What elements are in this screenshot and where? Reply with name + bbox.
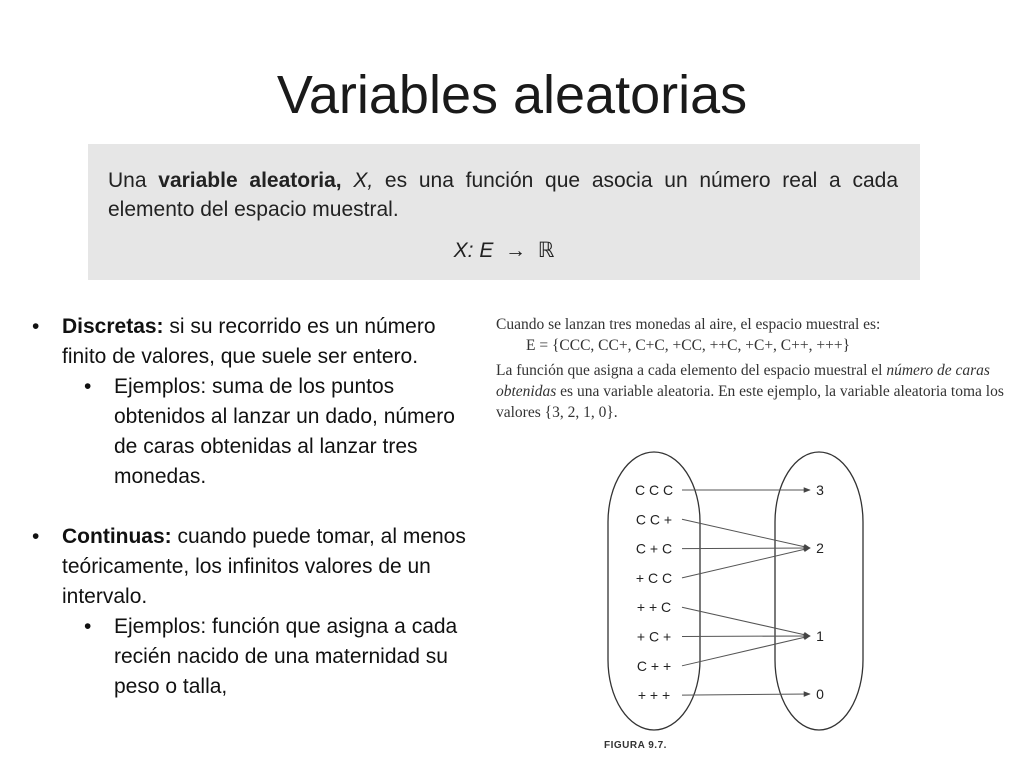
mapping-arrow [682,636,810,666]
definition-pre: Una [108,169,159,192]
slide-title: Variables aleatorias [276,65,748,125]
bullet-continuous-label: Continuas: [62,525,172,548]
outcome-label: + + C [636,599,672,616]
outcome-label: C + C [635,540,673,557]
bullet-spacer [30,492,470,522]
mapping-arrow [682,548,810,549]
example-p2-b: es una variable aleatoria. En este ejemplo, la variable aleatoria toma los valores {3, 2, 1, 0}. [496,383,1004,421]
bullet-discrete-example: • Ejemplos: suma de los puntos obtenidos al lanzar un dado, número de caras obtenidas al lanzar tres monedas. [30,372,470,492]
definition-text [108,166,898,224]
bullet-discrete-label: Discretas: [62,315,164,338]
example-sample-space: E = {CCC, CC+, C+C, +CC, ++C, +C+, C++, +++} [526,337,851,354]
formula-arrow: → [505,239,527,262]
bullet-continuous-example: • Ejemplos: función que asigna a cada recién nacido de una maternidad su peso o talla, [30,612,470,702]
formula-lhs: X: E [453,239,494,262]
outcome-label: C + + [636,657,672,674]
definition-box [88,144,920,280]
outcome-label: + C + [636,628,672,645]
value-label: 1 [816,628,824,644]
value-label: 2 [816,540,824,556]
bullet-list [30,312,470,702]
value-labels [816,482,824,702]
example-text [470,314,1006,423]
outcome-label: C C C [634,482,674,498]
definition-formula [88,238,920,263]
definition-post: es una función que asocia un número real a cada elemento del espacio muestral. [108,169,898,221]
bullet-discrete [30,312,470,372]
example-line-1: Cuando se lanzan tres monedas al aire, el espacio muestral es: [496,316,881,333]
value-label: 3 [816,482,824,498]
bullet-continuous [30,522,470,612]
mapping-arrow [682,694,810,695]
outcome-label: + + + [637,687,671,704]
bullet-discrete-text: si su recorrido es un número finito de valores, que suele ser entero. [62,315,436,368]
example-p2-a: La función que asigna a cada elemento del espacio muestral el [496,362,887,379]
mapping-arrow [682,548,810,578]
bullet-continuous-text: cuando puede tomar, al menos teóricamente, los infinitos valores de un intervalo. [62,525,466,608]
outcome-label: C C + [635,511,673,528]
definition-term: variable aleatoria, [158,169,342,192]
figure-caption: FIGURA 9.7. [604,740,667,751]
example-p2-em: número de caras obtenidas [496,362,990,400]
example-paragraph [470,360,1006,423]
value-label: 0 [816,686,824,702]
mapping-arrow [682,519,810,548]
mapping-arrow [682,636,810,637]
outcome-label: + C C [635,569,673,586]
formula-rhs: ℝ [537,239,555,262]
mapping-arrows [682,490,810,695]
outcome-labels [635,482,673,703]
definition-var: X, [341,169,374,192]
mapping-diagram [590,448,880,738]
mapping-arrow [682,607,810,636]
